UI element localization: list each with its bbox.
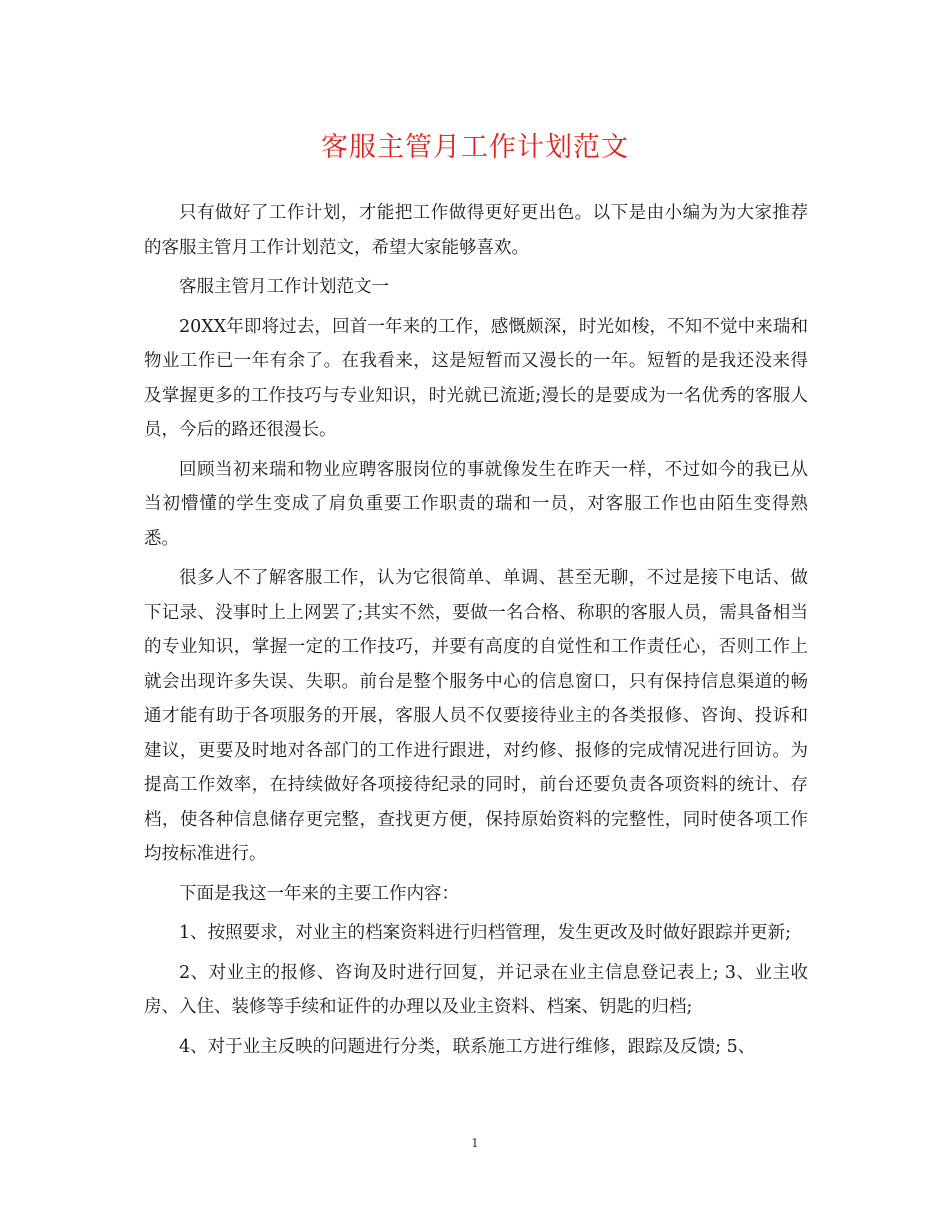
paragraph: 下面是我这一年来的主要工作内容： <box>179 883 459 904</box>
document-title: 客服主管月工作计划范文 <box>321 132 629 163</box>
paragraph: 很多人不了解客服工作，认为它很简单、单调、甚至无聊，不过是接下电话、做下记录、没事时上上网罢了;其实不然，要做一名合格、称职的客服人员，需具备相当的专业知识，掌握一定的工作技巧，并要有高度的自觉性和工作责任心，否则工作上就会出现许多失误、失职。前台是整个服务中心的信息窗口，只有保持信息渠道的畅通才能有助于各项服务的开展，客服人员不仅要接待业主的各类报修、咨询、投诉和建议，更要及时地对各部门的工作进行跟进，对约修、报修的完成情况进行回访。为提高工作效率，在持续做好各项接待纪录的同时，前台还要负责各项资料的统计、存档，使各种信息储存更完整，查找更方便，保持原始资料的完整性，同时使各项工作均按标准进行。 <box>144 568 808 864</box>
paragraph-intro: 只有做好了工作计划，才能把工作做得更好更出色。以下是由小编为为大家推荐的客服主管月工作计划范文，希望大家能够喜欢。 <box>144 203 808 258</box>
list-item: 4、对于业主反映的问题进行分类，联系施工方进行维修，跟踪及反馈; 5、 <box>179 1036 756 1057</box>
section-heading: 客服主管月工作计划范文一 <box>179 277 389 297</box>
list-item: 1、按照要求，对业主的档案资料进行归档管理，发生更改及时做好跟踪并更新; <box>179 923 792 943</box>
paragraph: 20XX年即将过去，回首一年来的工作，感慨颇深，时光如梭，不知不觉中来瑞和物业工作已一年有余了。在我看来，这是短暂而又漫长的一年。短暂的是我还没来得及掌握更多的工作技巧与专业知识，时光就已流逝;漫长的是要成为一名优秀的客服人员，今后的路还很漫长。 <box>144 316 808 440</box>
page-number: 1 <box>471 1136 479 1150</box>
list-item: 2、对业主的报修、咨询及时进行回复，并记录在业主信息登记表上; 3、业主收房、入住、装修等手续和证件的办理以及业主资料、档案、钥匙的归档; <box>144 962 808 1017</box>
document-body <box>144 196 808 1069</box>
paragraph: 回顾当初来瑞和物业应聘客服岗位的事就像发生在昨天一样，不过如今的我已从当初懵懂的学生变成了肩负重要工作职责的瑞和一员，对客服工作也由陌生变得熟悉。 <box>144 459 808 549</box>
